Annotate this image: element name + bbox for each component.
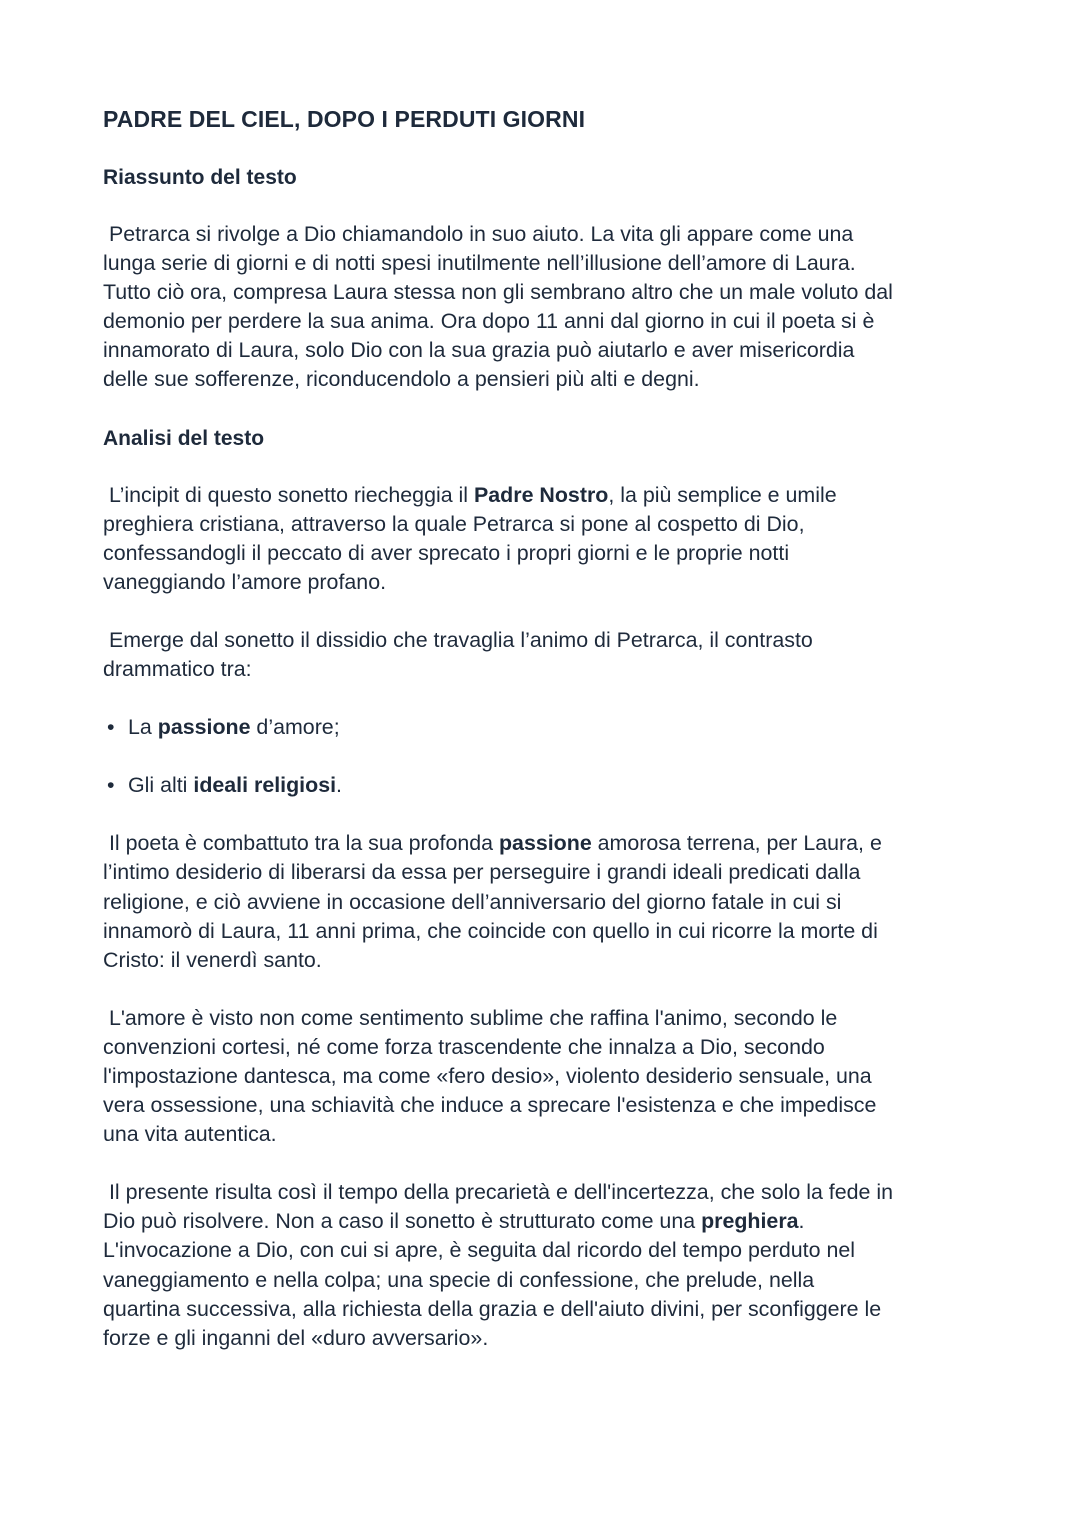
text-line: vaneggiamento e nella colpa; una specie di confessione, che prelude, nella: [103, 1267, 815, 1292]
text-line: lunga serie di giorni e di notti spesi inutilmente nell’illusione dell’amore di Laura.: [103, 251, 856, 276]
text-line: innamorò di Laura, 11 anni prima, che coincide con quello in cui ricorre la morte di: [103, 918, 878, 943]
emphasis-ideali-religiosi: ideali religiosi: [193, 773, 337, 798]
text-line: drammatico tra:: [103, 657, 252, 682]
text-line: [103, 829, 983, 858]
text-run: Gli alti: [128, 773, 194, 798]
analysis-paragraph-presente: [103, 1178, 983, 1353]
bullet-item-passione: [103, 713, 983, 742]
text-line: Tutto ciò ora, compresa Laura stessa non gli sembrano altro che un male voluto dal: [103, 280, 893, 305]
document-page: [103, 103, 983, 1382]
text-line: l'impostazione dantesca, ma come «fero desio», violento desiderio sensuale, una: [103, 1063, 872, 1088]
text-line: Petrarca si rivolge a Dio chiamandolo in suo aiuto. La vita gli appare come una: [103, 222, 854, 246]
text-run: , la più semplice e umile: [608, 482, 837, 507]
emphasis-preghiera: preghiera: [701, 1209, 799, 1234]
analysis-paragraph-dissidio: [103, 626, 983, 684]
analysis-paragraph-incipit: [103, 481, 983, 597]
text-run: Dio può risolvere. Non a caso il sonetto è strutturato come una: [103, 1209, 702, 1234]
text-line: [103, 481, 983, 510]
emphasis-passione: passione: [498, 831, 592, 856]
text-line: Cristo: il venerdì santo.: [103, 947, 322, 972]
text-run: La: [128, 715, 158, 740]
text-line: vaneggiando l’amore profano.: [103, 569, 387, 594]
text-line: L'amore è visto non come sentimento sublime che raffina l'animo, secondo le: [103, 1005, 838, 1030]
text-run: Il poeta è combattuto tra la sua profonda: [103, 831, 499, 856]
analysis-paragraph-poeta: [103, 829, 983, 974]
section-heading-riassunto: Riassunto del testo: [103, 166, 297, 189]
bullet-icon: •: [107, 715, 115, 740]
text-line: forze e gli inganni del «duro avversario».: [103, 1325, 489, 1350]
text-line: vera ossessione, una schiavità che induce a sprecare l'esistenza e che impedisce: [103, 1093, 877, 1118]
text-line: Emerge dal sonetto il dissidio che travaglia l’animo di Petrarca, il contrasto: [103, 627, 813, 652]
bullet-item-ideali: [103, 771, 983, 800]
text-line: demonio per perdere la sua anima. Ora dopo 11 anni dal giorno in cui il poeta si è: [103, 309, 875, 334]
text-run: .: [798, 1209, 805, 1234]
text-line: religione, e ciò avviene in occasione dell’anniversario del giorno fatale in cui si: [103, 889, 842, 914]
text-line: una vita autentica.: [103, 1122, 277, 1147]
section-heading-analisi: Analisi del testo: [103, 426, 265, 450]
text-line: delle sue sofferenze, riconducendolo a pensieri più alti e degni.: [103, 367, 700, 392]
summary-paragraph: [103, 220, 983, 395]
document-title: PADRE DEL CIEL, DOPO I PERDUTI GIORNI: [103, 106, 586, 132]
text-line: innamorato di Laura, solo Dio con la sua grazia può aiutarlo e aver misericordia: [103, 338, 855, 363]
text-line: l’intimo desiderio di liberarsi da essa per perseguire i grandi ideali predicati dalla: [103, 860, 861, 885]
text-line: quartina successiva, alla richiesta della grazia e dell'aiuto divini, per sconfiggere le: [103, 1296, 882, 1321]
text-run: .: [336, 773, 342, 798]
emphasis-padre-nostro: Padre Nostro: [474, 482, 609, 507]
text-line: convenzioni cortesi, né come forza trascendente che innalza a Dio, secondo: [103, 1034, 825, 1059]
text-line: [103, 1207, 983, 1236]
emphasis-passione: passione: [157, 715, 251, 740]
analysis-paragraph-amore: [103, 1004, 983, 1149]
text-line: preghiera cristiana, attraverso la quale Petrarca si pone al cospetto di Dio,: [103, 511, 805, 536]
text-run: L’incipit di questo sonetto riecheggia il: [103, 482, 475, 507]
text-line: confessandogli il peccato di aver sprecato i propri giorni e le proprie notti: [103, 540, 790, 565]
text-line: Il presente risulta così il tempo della precarietà e dell'incertezza, che solo la fede in: [103, 1180, 894, 1205]
bullet-icon: •: [107, 773, 115, 798]
text-line: L'invocazione a Dio, con cui si apre, è seguita dal ricordo del tempo perduto nel: [103, 1238, 856, 1263]
text-run: d’amore;: [250, 715, 340, 740]
text-run: amorosa terrena, per Laura, e: [591, 831, 882, 856]
